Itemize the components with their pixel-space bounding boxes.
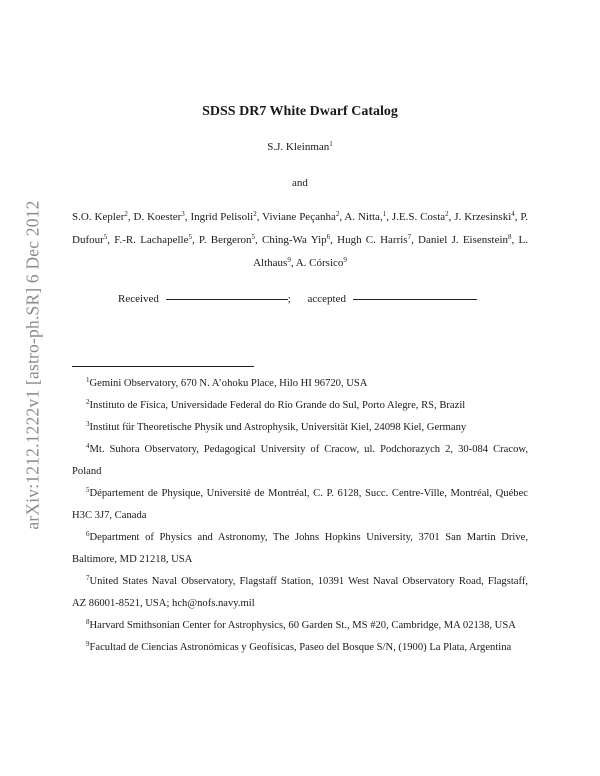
affiliation-item: [72, 571, 528, 615]
affiliation-item: [72, 417, 528, 439]
author-separator: ,: [255, 234, 262, 246]
author-separator: ,: [256, 211, 263, 223]
affiliation-item: [72, 615, 528, 637]
author-name: Daniel J. Eisenstein: [418, 234, 509, 246]
affiliation-text: Mt. Suhora Observatory, Pedagogical University of Cracow, ul. Podchorazych 2, 30-084 Cracow, Poland: [72, 444, 528, 477]
affiliation-item: [72, 483, 528, 527]
author-separator: ,: [290, 257, 296, 269]
accepted-date-blank: [353, 299, 477, 300]
affiliation-item: [72, 395, 528, 417]
affiliation-item: [72, 439, 528, 483]
author-separator: ,: [511, 234, 519, 246]
author-separator: ,: [411, 234, 419, 246]
author-list: [72, 206, 528, 275]
author-name: P. Dufour: [72, 211, 529, 246]
arxiv-identifier: arXiv:1212.1222v1 [astro-ph.SR] 6 Dec 2012: [22, 200, 43, 530]
author-name: F.-R. Lachapelle: [114, 234, 189, 246]
affiliation-number: 4: [86, 442, 90, 450]
paper-title: SDSS DR7 White Dwarf Catalog: [202, 104, 398, 119]
author-affil-mark: 5: [188, 233, 192, 241]
author-separator: ,: [386, 211, 392, 223]
author-affil-mark: 5: [103, 233, 108, 241]
affiliation-item: [72, 373, 528, 395]
affiliation-number: 6: [86, 530, 90, 538]
affiliation-number: 3: [86, 420, 90, 428]
arxiv-stamp: [20, 180, 46, 550]
footnote-rule: [72, 366, 254, 367]
received-date-blank: [166, 299, 288, 300]
author-separator: ,: [127, 211, 134, 223]
author-name: P. Bergeron: [198, 234, 252, 246]
affiliation-number: 2: [86, 398, 90, 406]
accepted-label: accepted: [307, 293, 346, 305]
author-name: J.E.S. Costa: [391, 211, 446, 223]
author-affil-mark: 9: [287, 256, 291, 264]
affiliation-number: 7: [86, 574, 90, 582]
author-separator: ,: [514, 211, 521, 223]
author-name: D. Koester: [133, 211, 182, 223]
affiliation-text: Institut für Theoretische Physik und Astrophysik, Universität Kiel, 24098 Kiel, Germany: [89, 422, 467, 433]
affiliation-text: United States Naval Observatory, Flagstaff Station, 10391 West Naval Observatory Road, Flagstaff, AZ 86001-8521, USA; hch@nofs.navy.mil: [72, 576, 528, 609]
affiliation-text: Département de Physique, Université de Montréal, C. P. 6128, Succ. Centre-Ville, Montréal, Québec H3C 3J7, Canada: [72, 488, 528, 521]
author-affil-mark: 5: [251, 233, 256, 241]
author-affil-mark: 6: [326, 233, 331, 241]
affiliation-number: 9: [86, 640, 90, 648]
affiliation-text: Harvard Smithsonian Center for Astrophysics, 60 Garden St., MS #20, Cambridge, MA 02138, USA: [89, 620, 516, 631]
author-name: A. Córsico: [295, 257, 344, 269]
author-name: J. Krzesinski: [454, 211, 512, 223]
author-affil-mark: 3: [181, 210, 185, 218]
author-affil-mark: 4: [511, 210, 515, 218]
author-name: L. Althaus: [253, 234, 528, 269]
first-author-line: [60, 141, 540, 153]
author-name: Hugh C. Harris: [337, 234, 408, 246]
author-affil-mark: 7: [407, 233, 412, 241]
received-separator: ;: [287, 293, 291, 305]
author-name: A. Nitta,: [344, 211, 383, 223]
author-separator: ,: [184, 211, 191, 223]
author-affil-mark: 9: [343, 256, 347, 264]
author-affil-mark: 2: [253, 210, 257, 218]
author-affil-mark: 2: [445, 210, 449, 218]
author-name: Viviane Peçanha: [262, 211, 336, 223]
author-separator: ,: [448, 211, 455, 223]
first-author: S.J. Kleinman: [267, 141, 330, 153]
author-separator: ,: [107, 234, 115, 246]
author-affil-mark: 2: [124, 210, 128, 218]
affiliation-text: Instituto de Física, Universidade Federal do Rio Grande do Sul, Porto Alegre, RS, Brazil: [89, 400, 466, 411]
affiliation-number: 1: [86, 376, 90, 384]
author-separator: ,: [339, 211, 345, 223]
affiliation-text: Facultad de Ciencias Astronómicas y Geofísicas, Paseo del Bosque S/N, (1900) La Plata, Argentina: [89, 642, 512, 653]
author-separator: ,: [330, 234, 338, 246]
author-affil-mark: 1: [382, 210, 387, 218]
affiliation-text: Department of Physics and Astronomy, The Johns Hopkins University, 3701 San Martin Drive, Baltimore, MD 21218, USA: [72, 532, 528, 565]
received-accepted-line: [118, 293, 477, 305]
author-affil-mark: 2: [335, 210, 340, 218]
affiliation-number: 8: [86, 618, 90, 626]
affiliation-item: [72, 637, 528, 659]
received-label: Received: [118, 293, 159, 305]
author-conjunction: and: [292, 177, 308, 189]
author-affil-mark: 8: [508, 233, 512, 241]
affiliation-text: Gemini Observatory, 670 N. A’ohoku Place, Hilo HI 96720, USA: [89, 378, 368, 389]
author-name: Ingrid Pelisoli: [190, 211, 254, 223]
first-author-affil-mark: 1: [329, 140, 333, 148]
author-name: Ching-Wa Yip: [262, 234, 327, 246]
affiliation-footnotes: [72, 373, 528, 659]
author-name: S.O. Kepler: [72, 211, 125, 223]
affiliation-number: 5: [86, 486, 90, 494]
affiliation-item: [72, 527, 528, 571]
author-separator: ,: [191, 234, 199, 246]
